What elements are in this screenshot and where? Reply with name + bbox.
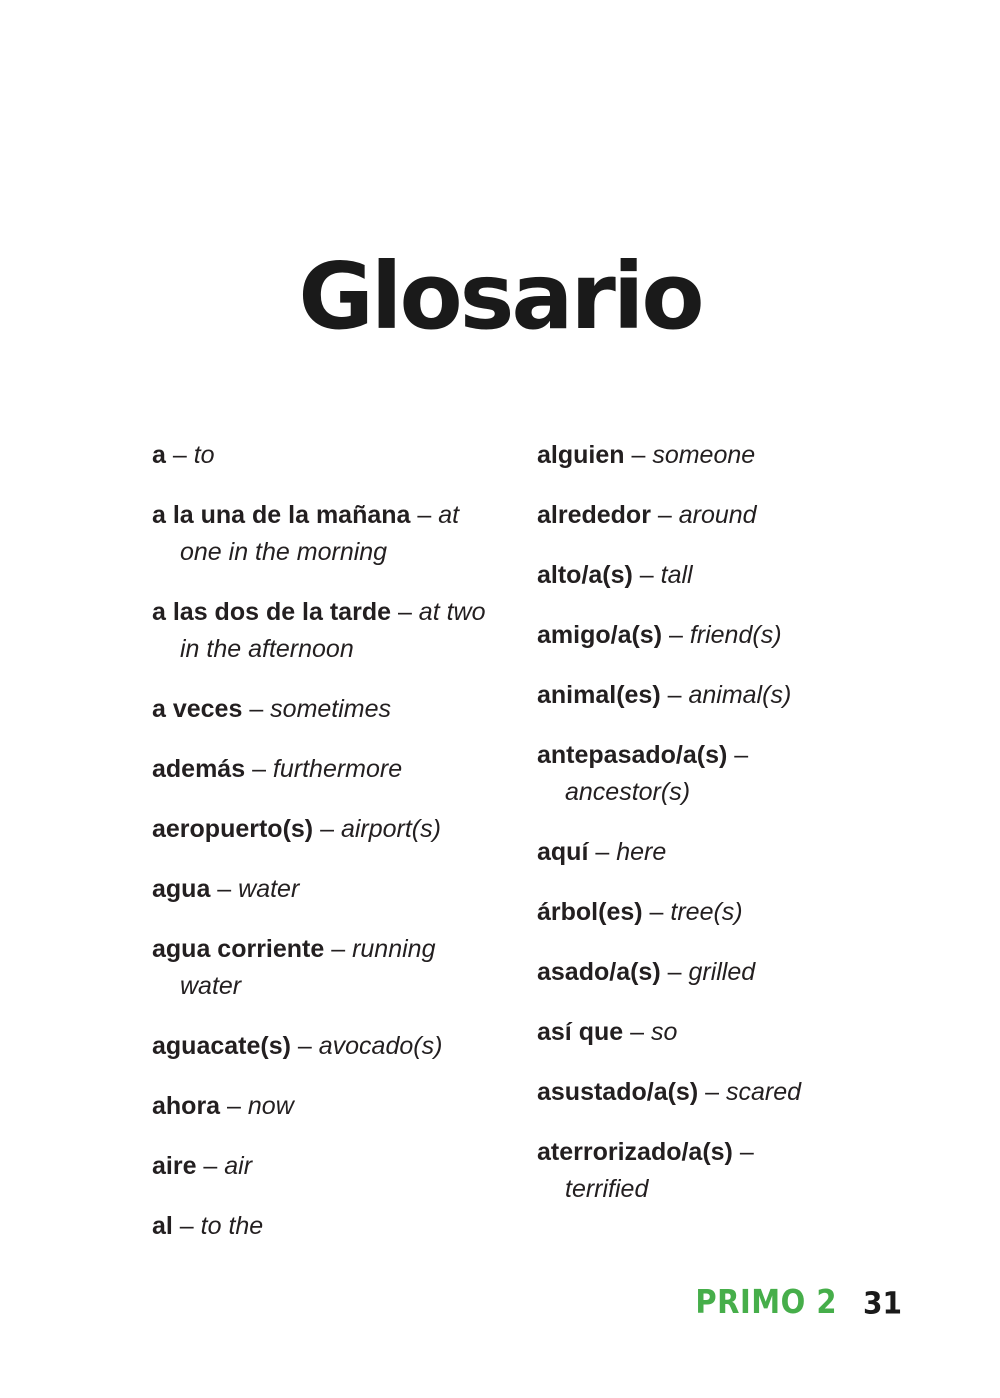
separator-dash: – xyxy=(650,501,679,529)
glossary-term: antepasado/a(s) xyxy=(537,741,728,769)
glossary-term: aquí xyxy=(537,838,589,866)
separator-dash: – xyxy=(727,741,749,769)
glossary-entry xyxy=(537,834,842,871)
glossary-translation: here xyxy=(616,838,667,866)
glossary-entry xyxy=(152,594,487,668)
glossary-translation: friend(s) xyxy=(689,621,782,649)
separator-dash: – xyxy=(324,935,353,963)
page-footer xyxy=(695,1282,902,1321)
glossary-term: alguien xyxy=(537,441,625,469)
glossary-translation: running water xyxy=(180,935,436,1000)
glossary-term: alrededor xyxy=(537,501,651,529)
glossary-entry xyxy=(152,811,487,848)
book-title-label: PRIMO 2 xyxy=(695,1282,838,1321)
glossary-entry xyxy=(152,1208,487,1245)
glossary-entry xyxy=(537,437,842,474)
glossary-translation: to the xyxy=(200,1212,264,1240)
glossary-term: a veces xyxy=(152,695,243,723)
separator-dash: – xyxy=(632,561,661,589)
glossary-translation: grilled xyxy=(688,958,756,986)
glossary-entry xyxy=(152,437,487,474)
glossary-translation: water xyxy=(238,875,300,903)
separator-dash: – xyxy=(660,958,689,986)
glossary-term: además xyxy=(152,755,246,783)
glossary-term: a la una de la mañana xyxy=(152,501,411,529)
glossary-term: a xyxy=(152,441,166,469)
separator-dash: – xyxy=(698,1078,726,1106)
separator-dash: – xyxy=(410,501,439,529)
glossary-term: aterrorizado/a(s) xyxy=(537,1138,733,1166)
glossary-entry xyxy=(152,1028,487,1065)
glossary-entry xyxy=(152,691,487,728)
glossary-entry xyxy=(152,751,487,788)
glossary-term: animal(es) xyxy=(537,681,661,709)
glossary-translation: avocado(s) xyxy=(318,1032,443,1060)
glossary-translation: now xyxy=(247,1092,294,1120)
glossary-entry xyxy=(537,677,842,714)
separator-dash: – xyxy=(662,621,690,649)
separator-dash: – xyxy=(290,1032,319,1060)
separator-dash: – xyxy=(242,695,271,723)
glossary-entry xyxy=(537,737,842,811)
glossary-translation: ancestor(s) xyxy=(565,778,691,806)
separator-dash: – xyxy=(732,1138,754,1166)
separator-dash: – xyxy=(588,838,617,866)
glossary-columns xyxy=(152,437,842,1245)
separator-dash: – xyxy=(172,1212,201,1240)
separator-dash: – xyxy=(210,875,239,903)
glossary-translation: so xyxy=(650,1018,678,1046)
glossary-translation: airport(s) xyxy=(340,815,441,843)
glossary-entry xyxy=(537,894,842,931)
glossary-term: al xyxy=(152,1212,173,1240)
glossary-entry xyxy=(537,1134,842,1208)
glossary-column xyxy=(152,437,487,1245)
glossary-term: alto/a(s) xyxy=(537,561,633,589)
glossary-term: a las dos de la tarde xyxy=(152,598,391,626)
glossary-translation: at two in the afternoon xyxy=(180,598,486,663)
glossary-entry xyxy=(152,871,487,908)
separator-dash: – xyxy=(391,598,419,626)
glossary-term: ahora xyxy=(152,1092,221,1120)
glossary-translation: furthermore xyxy=(272,755,403,783)
separator-dash: – xyxy=(623,1018,651,1046)
glossary-term: árbol(es) xyxy=(537,898,643,926)
glossary-translation: sometimes xyxy=(270,695,392,723)
glossary-term: amigo/a(s) xyxy=(537,621,663,649)
glossary-term: aire xyxy=(152,1152,197,1180)
glossary-translation: to xyxy=(193,441,215,469)
glossary-term: asustado/a(s) xyxy=(537,1078,699,1106)
page-number: 31 xyxy=(863,1285,902,1321)
separator-dash: – xyxy=(245,755,273,783)
separator-dash: – xyxy=(313,815,341,843)
glossary-translation: tree(s) xyxy=(670,898,743,926)
glossary-entry xyxy=(152,1088,487,1125)
separator-dash: – xyxy=(220,1092,248,1120)
glossary-term: aeropuerto(s) xyxy=(152,815,314,843)
glossary-translation: around xyxy=(678,501,757,529)
glossary-translation: at one in the morning xyxy=(180,501,460,566)
separator-dash: – xyxy=(624,441,653,469)
glossary-entry xyxy=(537,617,842,654)
separator-dash: – xyxy=(196,1152,225,1180)
glossary-entry xyxy=(537,1074,842,1111)
glossary-entry xyxy=(537,954,842,991)
glossary-column xyxy=(537,437,842,1245)
glossary-translation: scared xyxy=(725,1078,802,1106)
glossary-entry xyxy=(537,497,842,534)
separator-dash: – xyxy=(642,898,671,926)
glossary-term: aguacate(s) xyxy=(152,1032,291,1060)
separator-dash: – xyxy=(165,441,194,469)
glossary-entry xyxy=(152,1148,487,1185)
glossary-translation: terrified xyxy=(565,1175,649,1203)
glossary-entry xyxy=(152,931,487,1005)
glossary-term: agua corriente xyxy=(152,935,325,963)
glossary-entry xyxy=(152,497,487,571)
page-title: Glosario xyxy=(298,243,702,350)
glossary-translation: tall xyxy=(660,561,693,589)
glossary-term: asado/a(s) xyxy=(537,958,661,986)
glossary-term: agua xyxy=(152,875,211,903)
glossary-translation: air xyxy=(224,1152,253,1180)
glossary-entry xyxy=(537,557,842,594)
glossary-entry xyxy=(537,1014,842,1051)
glossary-translation: someone xyxy=(652,441,756,469)
glossary-term: así que xyxy=(537,1018,624,1046)
glossary-translation: animal(s) xyxy=(688,681,792,709)
separator-dash: – xyxy=(660,681,689,709)
